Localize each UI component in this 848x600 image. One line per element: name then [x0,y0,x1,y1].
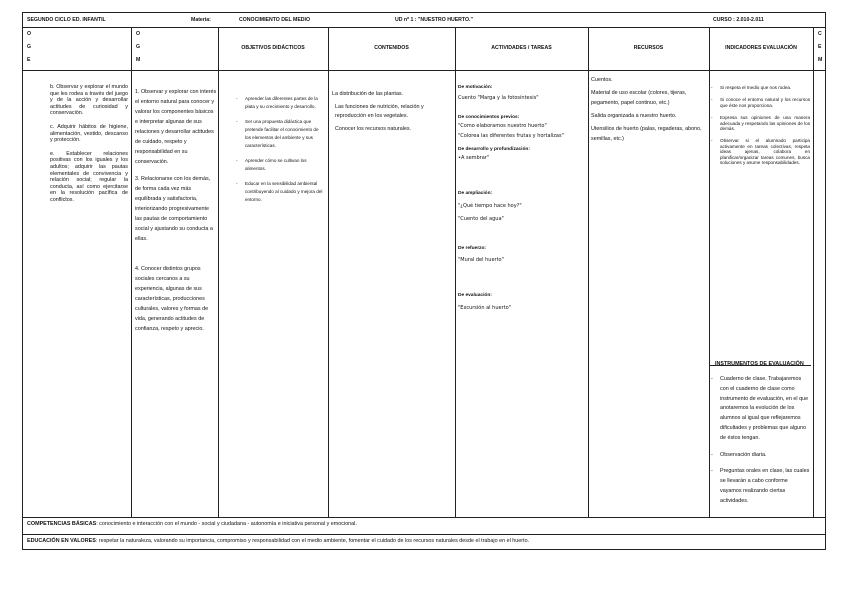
objetivos-content [245,95,325,211]
cem-letter-e: E [818,44,822,50]
oge-letter-e: E [27,57,31,63]
competencias-row [27,521,357,528]
activity-item: "Cuento del agua" [458,216,504,222]
activity-heading-motivacion: De motivación: [458,85,493,90]
activity-heading-evaluacion: De evaluación: [458,293,492,298]
activity-heading-desarrollo: De desarrollo y profundización: [458,147,530,152]
activity-heading-ampliacion: De ampliación: [458,191,493,196]
oge-letter-o: O [27,31,32,37]
contenido-item: La distribución de las plantas. [332,91,404,97]
oge-item: b. Observar y explorar el mundo que les rodea a través del juego y de la acción y desarrollar actitudes de curiosidad y conservación. [50,84,128,117]
indicador-item: - Observar si el alumnado participa activamente en tareas colectivas, respeta ideas ajenas, colabora en planificar/organizar tareas comunes, busca soluciones y asume responsabilidades. [720,138,810,165]
activity-item: "Excursión al huerto" [458,305,511,311]
ogm-content [135,87,217,341]
oge-content [50,84,128,211]
oge-letter-g: G [27,44,32,50]
contenido-item: Las funciones de nutrición, relación y reproducción en los vegetales. [335,104,424,119]
activity-item: "Como elaboramos nuestro huerto" [458,123,547,129]
instrumentos-content [720,375,810,514]
ogm-item: 3. Relacionarse con los demás, de forma cada vez más equilibrada y satisfactoria, interiorizando progresivamente las pautas de comportamiento social y ajustando su conducta a ellas. [135,176,213,242]
competencias-text: : conocimiento e interacción con el mundo - social y ciudadana - autonomía e iniciativa personal y emocional. [96,521,357,527]
contenido-item: Conocer los recursos naturales. [335,126,412,132]
indicador-item: - Si respeta el medio que nos rodea. [720,85,810,90]
activity-item: "¿Qué tiempo hace hoy?" [458,203,522,209]
recurso-item: Material de uso escolar (colores, tijeras, pegamento, papel continuo, etc.) [591,90,687,106]
recursos-header: RECURSOS [633,45,664,51]
subject-name: CONOCIMIENTO DEL MEDIO [239,17,310,23]
cycle-label: SEGUNDO CICLO ED. INFANTIL [27,17,106,23]
activity-heading-previos: De conocimientos previos: [458,115,520,120]
ogm-item: 4. Conocer distintos grupos sociales cercanos a su experiencia, algunas de sus características, producciones culturales, valores y formas de vida, generando actitudes de confianza, respeto y aprecio. [135,266,209,332]
instrumento-item: - Cuaderno de clase. Trabajaremos con el cuaderno de clase como instrumento de evaluación, en el que anotaremos la evolución de los alumnos al igual que reflejaremos dificultades y problemas que alguno de éstos tengan. [720,375,810,444]
recurso-item: Utensilios de huerto (palas, regaderas, abono, semillas, etc.) [591,126,702,142]
ogm-letter-m: M [136,57,141,63]
competencias-label: COMPETENCIAS BÁSICAS [27,521,97,527]
ogm-letter-g: G [136,44,141,50]
objetivo-item: - Aprender cómo se cultivan los alimentos. [245,157,325,173]
cem-letter-m: M [818,57,823,63]
lesson-plan-table [22,12,826,550]
indicadores-header: INDICADORES EVALUACIÓN [725,45,797,51]
activity-item: "Colorea las diferentes frutas y hortalizas" [458,133,564,139]
instrumento-item: - Preguntas orales en clase, las cuales se llevarán a cabo conforme vayamos realizando ciertas actividades. [720,467,810,506]
activity-item: "Mural del huerto" [458,257,504,263]
objetivo-item: - Educar en la sensibilidad ambiental contribuyendo al cuidado y mejora del entorno. [245,180,325,204]
objetivo-item: - Ser una propuesta didáctica que pretende facilitar el conocimiento de los elementos del ambiente y sus características. [245,118,325,150]
activity-item: •A sembrar" [458,155,490,161]
recursos-content [591,75,707,147]
cem-letter-c: C [818,31,822,37]
oge-item: c. Adquirir hábitos de higiene, alimentación, vestido, descanso y protección. [50,123,128,144]
objetivos-header: OBJETIVOS DIDÁCTICOS [241,45,305,51]
instrumentos-title: INSTRUMENTOS DE EVALUACIÓN [715,361,804,367]
objetivo-item: - Aprender las diferentes partes de la plata y su crecimiento y desarrollo. [245,95,325,111]
contenidos-header: CONTENIDOS [374,45,409,51]
course-label: CURSO : 2.010-2.011 [713,17,764,23]
indicador-item: - Expresa sus opiniones de una manera adecuada y respetando las opiniones de los demás. [720,115,810,131]
instrumento-item: - Observación diaria. [720,451,810,461]
recurso-item: Salida organizada a nuestro huerto. [591,113,677,119]
activity-heading-refuerzo: De refuerzo: [458,246,486,251]
recurso-item: Cuentos. [591,77,613,83]
indicador-item: - Si conoce el entorno natural y los recursos que éste nos proporciona. [720,97,810,108]
ogm-letter-o: O [136,31,141,37]
valores-label: EDUCACIÓN EN VALORES [27,538,96,544]
actividades-header: ACTIVIDADES / TAREAS [491,45,552,51]
contenidos-content [332,90,452,138]
subject-label: Materia: [191,17,211,23]
indicadores-content [720,85,810,172]
oge-item: e. Establecer relaciones positivas con los iguales y los adultos; adquirir las pautas elementales de convivencia y relación social; regular la conducta, así como ejercitarse en la resolución pacífica de conflictos. [50,150,128,203]
unit-title: UD nº 1 : "NUESTRO HUERTO." [395,17,473,23]
actividades-content [458,74,586,312]
valores-text: : respetar la naturaleza, valorando su importancia, compromiso y responsabilidad con el medio ambiente, fomentar el cuidado de los recursos naturales desde el trabajo en el huerto. [95,538,530,544]
activity-item: Cuento "Marga y la fotosíntesis" [458,95,539,101]
ogm-item: 1. Observar y explorar con interés el entorno natural para conocer y valorar los componentes básicos e interpretar algunas de sus relaciones y desarrollar actitudes de cuidado, respeto y responsabilidad en su conservación. [135,89,217,165]
valores-row [27,538,529,545]
